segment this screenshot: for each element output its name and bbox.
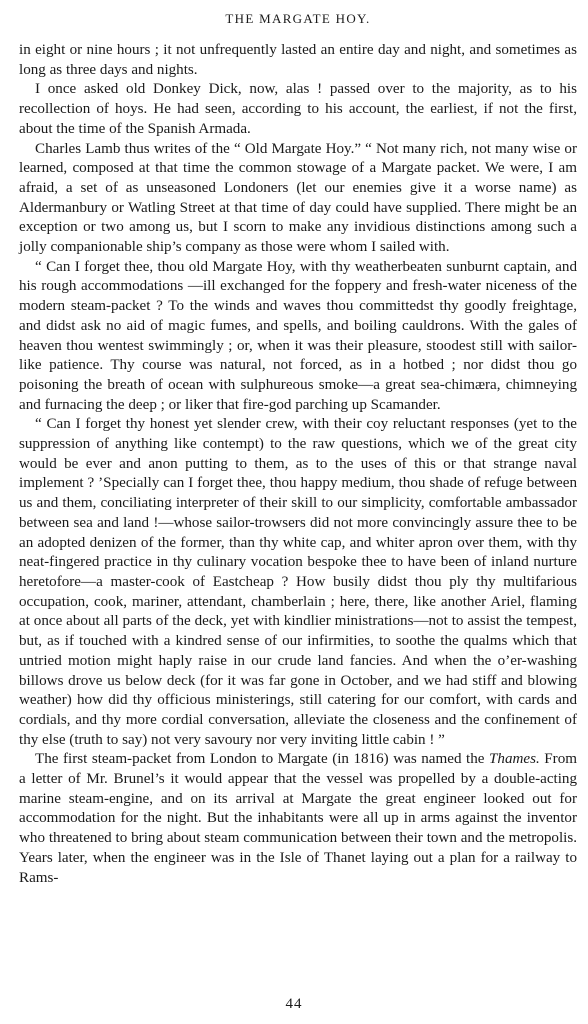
ship-name-italic: Thames. [489,751,540,768]
paragraph: Charles Lamb thus writes of the “ Old Margate Hoy.” “ Not many rich, not many wise or learned, composed at that time the common stowage of a Margate packet. We were, I am afraid, a set of as unseasoned Londoners (let our enemies give it a worse name) as Aldermanbury or Watling Street at that time of day could have supplied. There might be an exception or two among us, but I scorn to make any invidious distinctions among such a jolly companionable ship’s company as those were whom I sailed with. [19,140,577,256]
paragraph-text-segment: From a letter of Mr. Brunel’s it would appear that the vessel was propelled by a double-acting marine steam-engine, and on its arrival at Margate the great engineer looked out for accommodation for the night. But the inhabitants were all up in arms against the inventor who threatened to bring about steam communication between their town and the metropolis. Years later, when the engineer was in the Isle of Thanet laying out a plan for a railway to Rams- [19,751,577,886]
paragraph-last [19,750,577,888]
running-head: THE MARGATE HOY. [225,11,371,26]
body-text [19,41,577,888]
paragraph: “ Can I forget thee, thou old Margate Hoy, with thy weatherbeaten sunburnt captain, and his rough accommodations —ill exchanged for the foppery and fresh-water niceness of the modern steam-packet ? To the winds and waves thou committedst thy goodly freightage, and didst ask no aid of magic fumes, and spells, and boiling cauldrons. With the gales of heaven thou wentest swimmingly ; or, when it was their pleasure, stoodest still with sailor-like patience. Thy course was natural, not forced, as in a hotbed ; nor didst thou go poisoning the breath of ocean with sulphureous smoke—a great sea-chimæra, chimneying and furnacing the deep ; or liker that fire-god parching up Scamander. [19,258,577,413]
paragraph: in eight or nine hours ; it not unfrequently lasted an entire day and night, and sometimes as long as three days and nights. [19,42,577,78]
paragraph: I once asked old Donkey Dick, now, alas ! passed over to the majority, as to his recollection of hoys. He had seen, according to his account, the earliest, if not the first, about the time of the Spanish Armada. [19,81,577,137]
page-number: 44 [285,996,303,1012]
paragraph: “ Can I forget thy honest yet slender crew, with their coy reluctant responses (yet to the suppression of anything like contempt) to the raw questions, which we of the great city would be ever and anon putting to them, as to the uses of this or that strange naval implement ? ’Specially can I forget thee, thou happy medium, thou shade of refuge between us and them, conciliating interpreter of their skill to our simplicity, comfortable ambassador between sea and land !—whose sailor-trowsers did not more convincingly assure thee to be an adopted denizen of the former, than thy white cap, and whiter apron over them, with thy neat-fingered practice in thy culinary vocation bespoke thee to have been of inland nurture heretofore—a master-cook of Eastcheap ? How busily didst thou ply thy multifarious occupation, cook, mariner, attendant, chamberlain ; here, there, like another Ariel, flaming at once about all parts of the deck, yet with kindlier ministrations—not to assist the tempest, but, as if touched with a kindred sense of our infirmities, to soothe the qualms which that untried motion might haply raise in our crude land fancies. And when the o’er-washing billows drove us below deck (for it was far gone in October, and we had stiff and blowing weather) how did thy officious ministerings, still catering for our comfort, with cards and cordials, and thy more cordial conversation, alleviate the closeness and the confinement of thy else (truth to say) not very savoury nor very inviting little cabin ! ” [19,416,577,748]
paragraph-text-segment: The first steam-packet from London to Margate (in 1816) was named the [35,751,489,768]
